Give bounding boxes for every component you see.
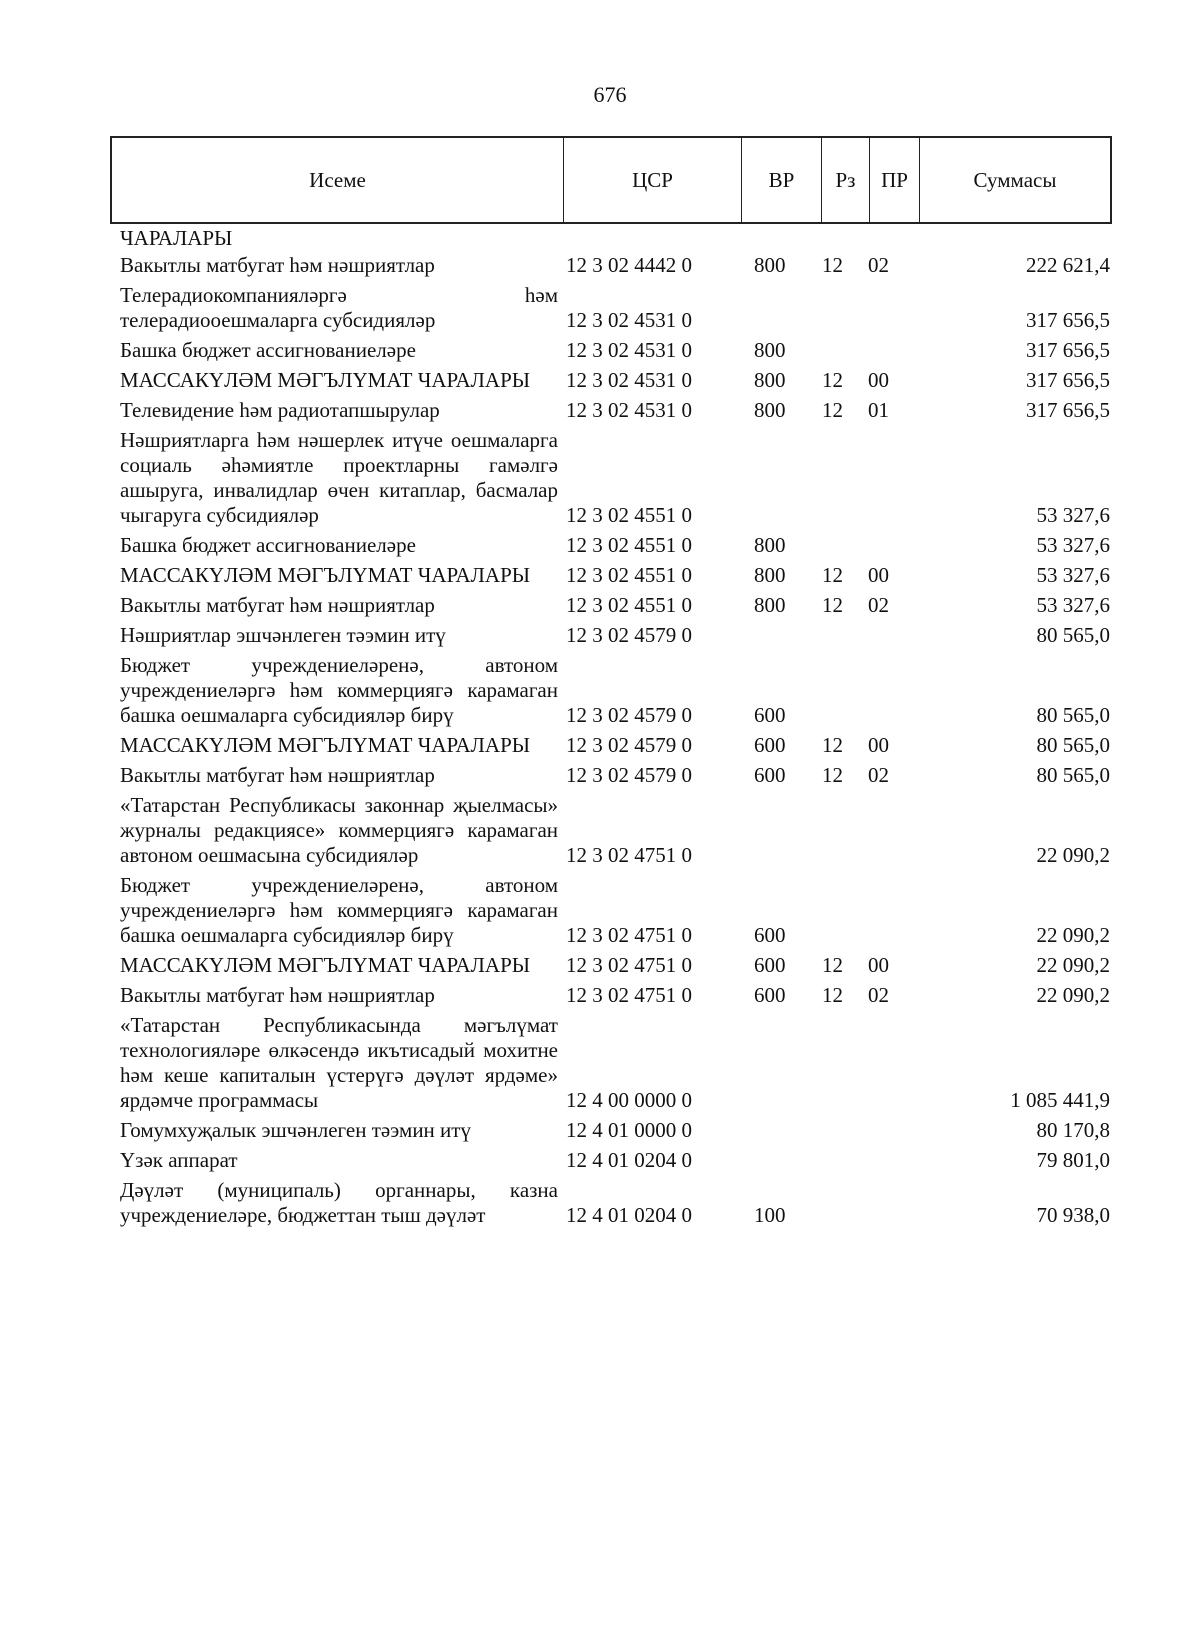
vr-cell: 800 [754, 563, 786, 587]
vr-cell: 600 [754, 953, 786, 977]
table-row [120, 1178, 1110, 1228]
csr-cell: 12 3 02 4551 0 [566, 503, 692, 527]
csr-cell: 12 4 01 0204 0 [566, 1203, 692, 1227]
sum-cell: 22 090,2 [1036, 923, 1110, 947]
table-row [120, 368, 1110, 393]
name-cell: Башка бюджет ассигнованиеләре [120, 338, 416, 362]
name-cell: Бюджет учреждениеләренә, автоном учреждениеләргә һәм коммерциягә карамаган башка оешмаларга субсидияләр бирү [120, 653, 558, 727]
table-row [120, 733, 1110, 758]
header-vr: ВР [742, 138, 822, 222]
csr-cell: 12 4 00 0000 0 [566, 1088, 692, 1112]
csr-cell: 12 3 02 4751 0 [566, 843, 692, 867]
table-row [120, 1013, 1110, 1113]
pr-cell: 02 [868, 593, 889, 617]
csr-cell: 12 3 02 4579 0 [566, 703, 692, 727]
csr-cell: 12 3 02 4531 0 [566, 398, 692, 422]
vr-cell: 800 [754, 368, 786, 392]
sum-cell: 317 656,5 [1026, 308, 1110, 332]
page-number: 676 [593, 82, 627, 107]
header-pr: ПР [870, 138, 920, 222]
csr-cell: 12 3 02 4579 0 [566, 763, 692, 787]
rz-cell: 12 [822, 763, 843, 787]
name-cell: МАССАКҮЛӘМ МӘГЪЛҮМАТ ЧАРАЛАРЫ [120, 953, 531, 977]
pr-cell: 00 [868, 953, 889, 977]
name-cell: Вакытлы матбугат һәм нәшриятлар [120, 983, 435, 1007]
header-rz: Рз [822, 138, 870, 222]
vr-cell: 600 [754, 923, 786, 947]
vr-cell: 800 [754, 253, 786, 277]
csr-cell: 12 3 02 4751 0 [566, 983, 692, 1007]
header-csr: ЦСР [564, 138, 742, 222]
sum-cell: 80 565,0 [1036, 703, 1110, 727]
csr-cell: 12 3 02 4579 0 [566, 733, 692, 757]
name-cell: МАССАКҮЛӘМ МӘГЪЛҮМАТ ЧАРАЛАРЫ [120, 733, 531, 757]
rz-cell: 12 [822, 953, 843, 977]
name-cell: ЧАРАЛАРЫ [120, 226, 233, 250]
csr-cell: 12 3 02 4751 0 [566, 953, 692, 977]
table-row [120, 283, 1110, 333]
csr-cell: 12 3 02 4531 0 [566, 338, 692, 362]
table-row [120, 253, 1110, 278]
pr-cell: 01 [868, 398, 889, 422]
csr-cell: 12 3 02 4551 0 [566, 533, 692, 557]
name-cell: Вакытлы матбугат һәм нәшриятлар [120, 253, 435, 277]
pr-cell: 00 [868, 368, 889, 392]
sum-cell: 53 327,6 [1036, 533, 1110, 557]
pr-cell: 02 [868, 983, 889, 1007]
sum-cell: 80 565,0 [1036, 763, 1110, 787]
vr-cell: 800 [754, 533, 786, 557]
vr-cell: 600 [754, 733, 786, 757]
rz-cell: 12 [822, 983, 843, 1007]
vr-cell: 600 [754, 983, 786, 1007]
table-row [120, 593, 1110, 618]
vr-cell: 800 [754, 338, 786, 362]
sum-cell: 317 656,5 [1026, 398, 1110, 422]
sum-cell: 79 801,0 [1036, 1148, 1110, 1172]
sum-cell: 53 327,6 [1036, 503, 1110, 527]
name-cell: «Татарстан Республикасы законнар җыелмасы» журналы редакциясе» коммерциягә карамаган автоном оешмасына субсидияләр [120, 793, 558, 867]
name-cell: Телерадиокомпанияләргә һәм телерадиооешмаларга субсидияләр [120, 283, 558, 332]
sum-cell: 22 090,2 [1036, 983, 1110, 1007]
name-cell: МАССАКҮЛӘМ МӘГЪЛҮМАТ ЧАРАЛАРЫ [120, 368, 531, 392]
rz-cell: 12 [822, 593, 843, 617]
name-cell: Нәшриятлар эшчәнлеген тәэмин итү [120, 623, 446, 647]
pr-cell: 02 [868, 253, 889, 277]
name-cell: «Татарстан Республикасында мәгълүмат технологияләре өлкәсендә икътисадый мохитне һәм кеше капиталын үстерүгә дәүләт ярдәме» ярдәмче программасы [120, 1013, 558, 1112]
name-cell: Вакытлы матбугат һәм нәшриятлар [120, 593, 435, 617]
sum-cell: 222 621,4 [1026, 253, 1110, 277]
table-row [120, 953, 1110, 978]
vr-cell: 800 [754, 398, 786, 422]
name-cell: Үзәк аппарат [120, 1148, 238, 1172]
rz-cell: 12 [822, 398, 843, 422]
rz-cell: 12 [822, 253, 843, 277]
table-row [120, 873, 1110, 948]
sum-cell: 22 090,2 [1036, 843, 1110, 867]
pr-cell: 00 [868, 733, 889, 757]
sum-cell: 80 170,8 [1036, 1118, 1110, 1142]
table-row [120, 533, 1110, 558]
sum-cell: 317 656,5 [1026, 368, 1110, 392]
name-cell: Бюджет учреждениеләренә, автоном учреждениеләргә һәм коммерциягә карамаган башка оешмаларга субсидияләр бирү [120, 873, 558, 947]
header-sum: Суммасы [973, 167, 1057, 192]
pr-cell: 00 [868, 563, 889, 587]
vr-cell: 800 [754, 593, 786, 617]
name-cell: Вакытлы матбугат һәм нәшриятлар [120, 763, 435, 787]
table-row [120, 623, 1110, 648]
vr-cell: 100 [754, 1203, 786, 1227]
table-row [120, 653, 1110, 728]
pr-cell: 02 [868, 763, 889, 787]
table-row [120, 428, 1110, 528]
csr-cell: 12 3 02 4551 0 [566, 563, 692, 587]
table-row [120, 763, 1110, 788]
name-cell: Телевидение һәм радиотапшырулар [120, 398, 440, 422]
sum-cell: 317 656,5 [1026, 338, 1110, 362]
csr-cell: 12 3 02 4531 0 [566, 368, 692, 392]
rz-cell: 12 [822, 733, 843, 757]
sum-cell: 22 090,2 [1036, 953, 1110, 977]
csr-cell: 12 3 02 4579 0 [566, 623, 692, 647]
sum-cell: 53 327,6 [1036, 563, 1110, 587]
csr-cell: 12 3 02 4751 0 [566, 923, 692, 947]
sum-cell: 70 938,0 [1036, 1203, 1110, 1227]
name-cell: Башка бюджет ассигнованиеләре [120, 533, 416, 557]
sum-cell: 80 565,0 [1036, 733, 1110, 757]
table-row [120, 793, 1110, 868]
table-row [120, 1148, 1110, 1173]
name-cell: Нәшриятларга һәм нәшерлек итүче оешмаларга социаль әһәмиятле проектларны гамәлгә ашыруга, инвалидлар өчен китаплар, басмалар чыгаруга субсидияләр [120, 428, 558, 527]
csr-cell: 12 4 01 0204 0 [566, 1148, 692, 1172]
table-row [120, 1118, 1110, 1143]
table-row [120, 226, 1110, 251]
rz-cell: 12 [822, 563, 843, 587]
name-cell: Гомумхуҗалык эшчәнлеген тәэмин итү [120, 1118, 471, 1142]
sum-cell: 53 327,6 [1036, 593, 1110, 617]
csr-cell: 12 3 02 4442 0 [566, 253, 692, 277]
csr-cell: 12 3 02 4531 0 [566, 308, 692, 332]
table-body [120, 226, 1110, 1233]
sum-cell: 80 565,0 [1036, 623, 1110, 647]
table-row [120, 563, 1110, 588]
header-name: Исеме [112, 138, 564, 222]
table-row [120, 398, 1110, 423]
table-header [110, 136, 1112, 224]
sum-cell: 1 085 441,9 [1010, 1088, 1110, 1112]
name-cell: МАССАКҮЛӘМ МӘГЪЛҮМАТ ЧАРАЛАРЫ [120, 563, 531, 587]
table-row [120, 983, 1110, 1008]
csr-cell: 12 4 01 0000 0 [566, 1118, 692, 1142]
vr-cell: 600 [754, 703, 786, 727]
name-cell: Дәүләт (муниципаль) органнары, казна учреждениеләре, бюджеттан тыш дәүләт [120, 1178, 558, 1227]
vr-cell: 600 [754, 763, 786, 787]
table-row [120, 338, 1110, 363]
csr-cell: 12 3 02 4551 0 [566, 593, 692, 617]
rz-cell: 12 [822, 368, 843, 392]
